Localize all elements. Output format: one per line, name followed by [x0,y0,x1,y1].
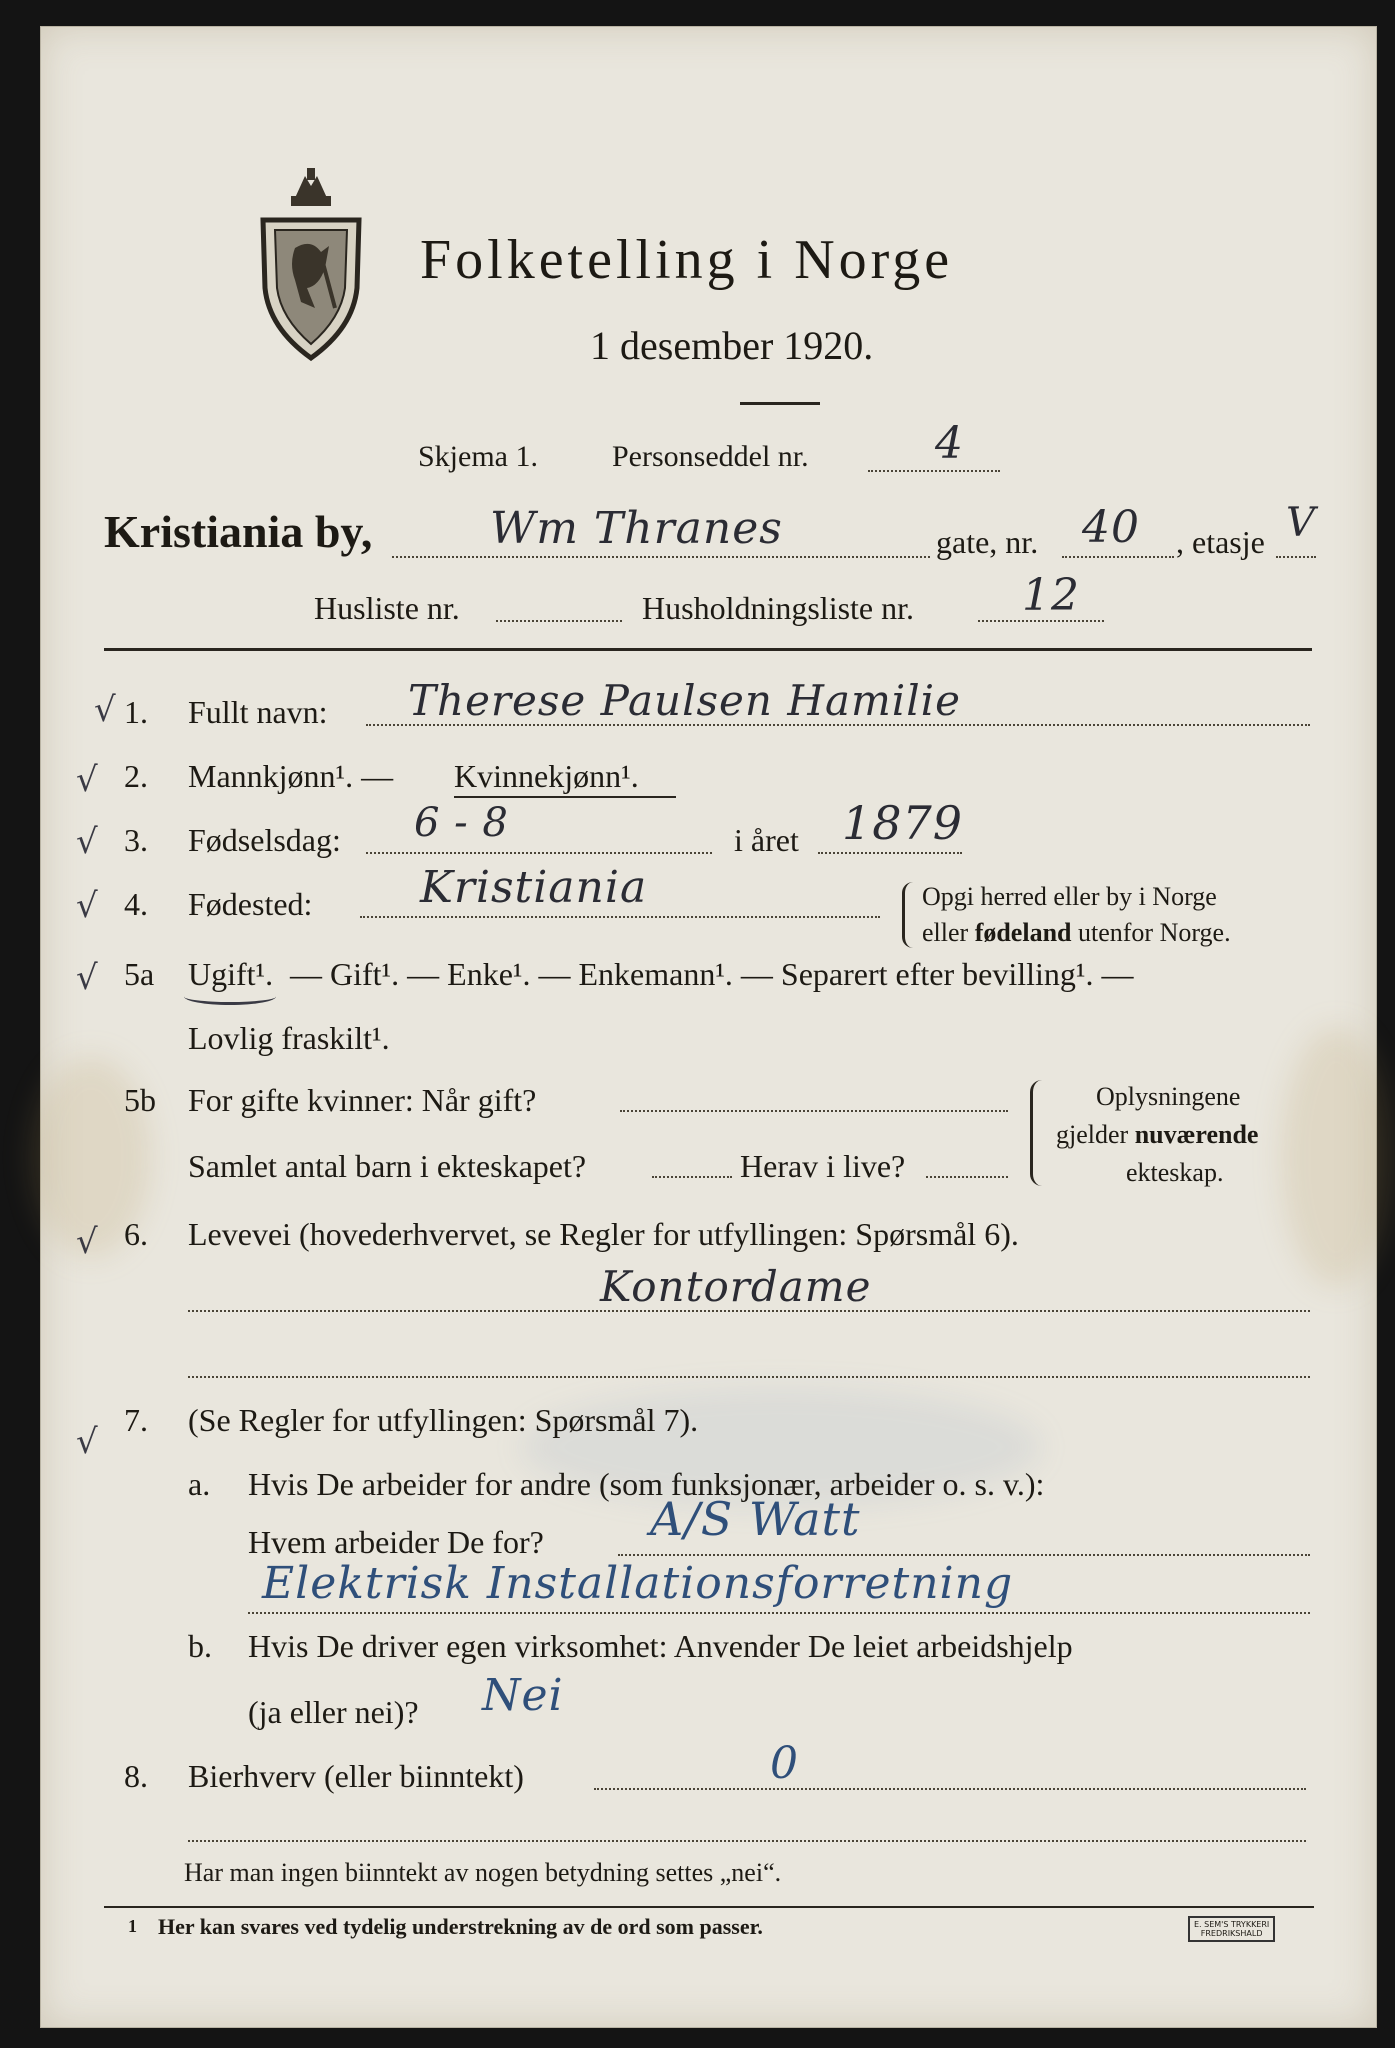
married-date-label: For gifte kvinner: Når gift? [188,1082,537,1118]
etasje-value: V [1286,500,1316,546]
year-field [818,852,962,854]
marriage-note-line1: Oplysningene [1096,1082,1241,1111]
employer-field [618,1554,1310,1556]
birthplace-value: Kristiania [420,862,648,913]
marital-status-options: — Gift¹. — Enke¹. — Enkemann¹. — Separert efter bevilling¹. — [290,956,1134,992]
q3-label: Fødselsdag: [188,822,341,858]
q2-number: 2. [124,758,148,794]
footnote-text: Her kan svares ved tydelig understrekning av de ord som passer. [158,1914,763,1939]
q7a-letter: a. [188,1466,211,1502]
birthplace-note-line2: eller fødeland utenfor Norge. [922,918,1231,947]
year-value: 1879 [842,796,964,850]
footer-note: Har man ingen biinntekt av nogen betydning settes „nei“. [184,1858,782,1887]
full-name-value: Therese Paulsen Hamilie [408,676,961,725]
checkmark-icon: √ [94,690,116,730]
birthplace-note-line1: Opgi herred eller by i Norge [922,882,1217,911]
brace [902,882,913,948]
q7-number: 7. [124,1402,148,1438]
paper-stain [1281,1027,1391,1287]
q5b-number: 5b [124,1082,156,1118]
q8-number: 8. [124,1758,148,1794]
q1-label: Fullt navn: [188,694,328,730]
female-option: Kvinnekjønn¹. [454,758,639,794]
footnote-rule [104,1906,1314,1908]
side-income-field-2 [188,1840,1306,1842]
checkmark-icon: √ [76,760,98,800]
checkmark-icon: √ [76,958,98,998]
husliste-label: Husliste nr. [314,590,460,626]
married-date-field [620,1110,1008,1112]
city-label: Kristiania by, [104,506,373,557]
husholdningsliste-label: Husholdningsliste nr. [642,590,915,626]
husholdningsliste-value: 12 [1022,570,1080,621]
form-date: 1 desember 1920. [590,323,874,368]
brace [1030,1080,1043,1186]
form-title: Folketelling i Norge [420,229,954,291]
section-rule [104,648,1312,651]
schema-label: Skjema 1. [418,440,538,473]
hired-help-label: (ja eller nei)? [248,1694,419,1730]
male-option: Mannkjønn¹. — [188,758,394,794]
birthplace-field [360,916,880,918]
employer-label: Hvem arbeider De for? [248,1524,544,1560]
street-value: Wm Thranes [490,503,783,554]
marriage-note-line3: ekteskap. [1126,1158,1224,1187]
q6-number: 6. [124,1216,148,1252]
female-underline [454,796,676,798]
checkmark-icon: √ [76,1222,98,1262]
employer-value: A/S Watt [650,1492,861,1546]
personseddel-field [868,470,1000,472]
q4-label: Fødested: [188,886,313,922]
q4-number: 4. [124,886,148,922]
gate-nr-value: 40 [1082,502,1140,553]
footnote-number: 1 [128,1916,137,1936]
hired-help-value: Nei [482,1670,564,1721]
unmarried-option: Ugift¹. [188,956,274,992]
q7b-letter: b. [188,1628,212,1664]
printer-location: FREDRIKSHALD [1200,1929,1263,1938]
q7-label: (Se Regler for utfyllingen: Spørsmål 7). [188,1402,699,1438]
street-field [392,556,930,558]
occupation-value: Kontordame [600,1262,872,1311]
side-income-value: 0 [770,1738,799,1789]
etasje-field [1276,556,1316,558]
checkmark-icon: √ [76,1422,98,1462]
side-income-field [594,1788,1306,1790]
husliste-field [496,620,622,622]
employer-field-2 [248,1612,1310,1614]
q7b-label: Hvis De driver egen virksomhet: Anvender De leiet arbeidshjelp [248,1628,1073,1664]
birthday-value: 6 - 8 [414,800,509,846]
side-income-label: Bierhverv (eller biinntekt) [188,1758,524,1794]
employer-detail-value: Elektrisk Installationsforretning [262,1558,1014,1609]
children-count-field [652,1176,732,1178]
printer-name: E. SEM'S TRYKKERI [1194,1920,1270,1929]
gate-nr-field [1062,556,1174,558]
occupation-field-2 [188,1376,1310,1378]
printer-stamp [1188,1916,1275,1942]
etasje-label: , etasje [1176,524,1265,560]
children-alive-label: Herav i live? [740,1148,906,1184]
marriage-note-line2: gjelder nuværende [1056,1120,1259,1149]
divorced-option: Lovlig fraskilt¹. [188,1020,390,1056]
children-count-label: Samlet antal barn i ekteskapet? [188,1148,587,1184]
birthday-field [366,852,712,854]
personseddel-value: 4 [935,418,964,469]
divider [740,402,820,405]
q3-number: 3. [124,822,148,858]
gate-nr-label: gate, nr. [936,524,1039,560]
year-label: i året [734,822,799,858]
unmarried-underline [184,988,276,1005]
personseddel-label: Personseddel nr. [612,440,809,473]
q1-number: 1. [124,694,148,730]
norway-coat-of-arms-icon [255,168,367,363]
q7a-label: Hvis De arbeider for andre (som funksjonær, arbeider o. s. v.): [248,1466,1045,1502]
checkmark-icon: √ [76,822,98,862]
q5a-number: 5a [124,956,155,992]
children-alive-field [926,1176,1008,1178]
occupation-label: Levevei (hovederhvervet, se Regler for utfyllingen: Spørsmål 6). [188,1216,1019,1252]
checkmark-icon: √ [76,886,98,926]
